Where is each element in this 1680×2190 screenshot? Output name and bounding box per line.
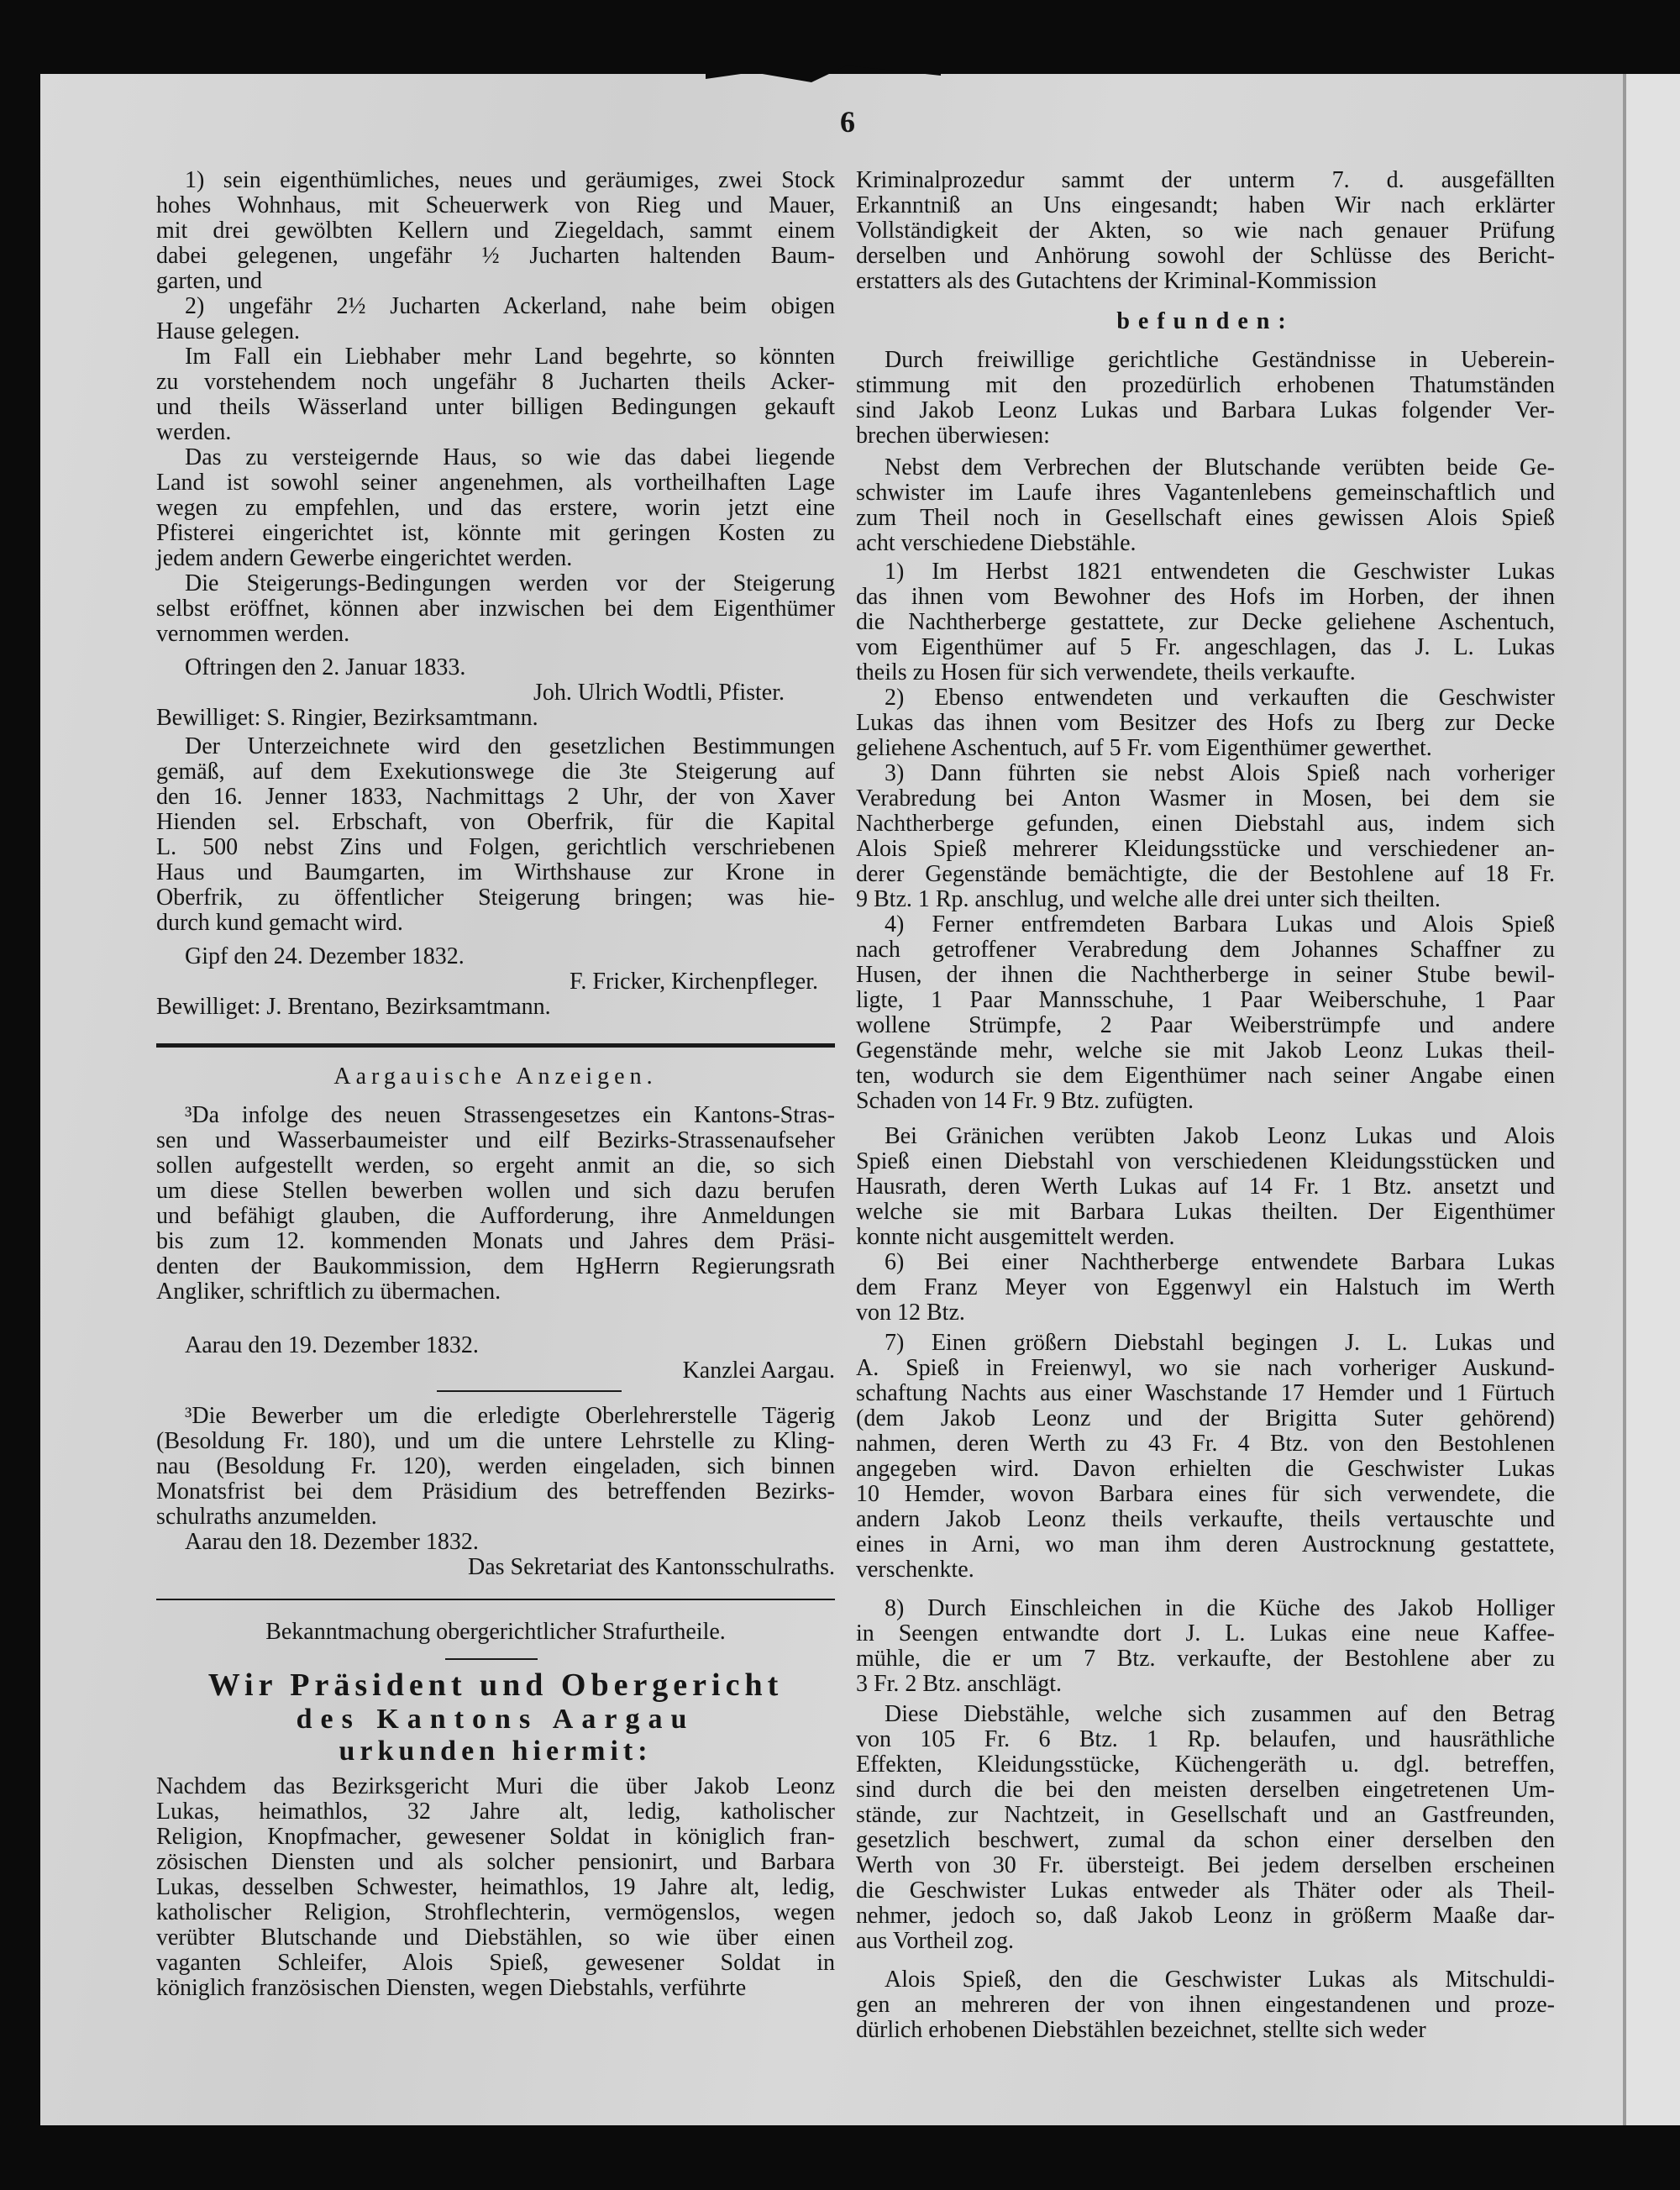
text-line: 2) Ebenso entwendeten und verkauften die Geschwister <box>885 685 1555 711</box>
text-line: von 105 Fr. 6 Btz. 1 Rp. belaufen, und hausräthliche <box>856 1726 1555 1752</box>
text-line: verschenkte. <box>856 1557 974 1583</box>
paragraph-theft-1 <box>856 559 1555 685</box>
text-line: Spieß einen Diebstahl von verschiedenen Kleidungsstücken und <box>856 1148 1555 1174</box>
text-line: Angliker, schriftlich zu übermachen. <box>156 1279 501 1305</box>
text-line: Schaden von 14 Fr. 9 Btz. zufügten. <box>856 1088 1194 1114</box>
section-divider <box>156 1599 835 1600</box>
text-line: schulraths anzumelden. <box>156 1504 377 1530</box>
text-line: Pfisterei eingerichtet ist, könnte mit geringen Kosten zu <box>156 520 835 546</box>
text-line: Religion, Knopfmacher, gewesener Soldat in königlich fran- <box>156 1824 835 1850</box>
text-line: und befähigt glauben, die Aufforderung, ihre Anmeldungen <box>156 1203 835 1229</box>
text-line: Hausrath, deren Werth Lukas auf 14 Fr. 1 Btz. ansetzt und <box>856 1174 1555 1200</box>
text-line: nach getroffener Verabredung dem Johannes Schaffner zu <box>856 937 1555 963</box>
text-line: hohes Wohnhaus, mit Scheuerwerk von Rieg und Mauer, <box>156 192 835 218</box>
paragraph-theft-5 <box>856 1124 1555 1250</box>
text-line: 8) Durch Einschleichen in die Küche des Jakob Holliger <box>885 1595 1555 1621</box>
text-line: zösischen Diensten und als solcher pensionirt, und Barbara <box>156 1849 835 1875</box>
right-column <box>856 168 1555 2043</box>
text-line: wegen zu empfehlen, und das erstere, worin jetzt eine <box>156 495 835 521</box>
paragraph-house-recommendation <box>156 445 835 571</box>
paragraph-case-intro <box>156 1774 835 2001</box>
text-line: Durch freiwillige gerichtliche Geständnisse in Ueberein- <box>885 347 1555 373</box>
text-line: Gegenstände mehr, welche sie mit Jakob Leonz Lukas theil- <box>856 1037 1555 1063</box>
text-line: denten der Baukommission, dem HgHerrn Regierungsrath <box>156 1253 835 1279</box>
text-line: und theils Wässerland unter billigen Bedingungen gekauft <box>156 394 835 420</box>
text-line: stimmung mit den prozedürlich erhobenen Thatumständen <box>856 372 1555 398</box>
court-title-canton: des Kantons Aargau <box>296 1704 696 1735</box>
text-line: den 16. Jenner 1833, Nachmittags 2 Uhr, der von Xaver <box>156 784 835 810</box>
paragraph-accomplice <box>856 1967 1555 2043</box>
text-line: Das zu versteigernde Haus, so wie das dabei liegende <box>185 444 835 470</box>
text-line: Nachdem das Bezirksgericht Muri die über Jakob Leonz <box>156 1773 835 1799</box>
text-line: dürlich erhobenen Diebstählen bezeichnet, stellte sich weder <box>856 2017 1426 2043</box>
text-line: 2) ungefähr 2½ Jucharten Ackerland, nahe beim obigen <box>185 293 835 319</box>
section-heading: Aargauische Anzeigen. <box>333 1063 658 1090</box>
text-line: sind durch die bei den meisten derselben eingetretenen Um- <box>856 1777 1555 1803</box>
adjacent-page-edge <box>1626 74 1680 2125</box>
paragraph-thefts-total <box>856 1702 1555 1954</box>
text-line: von 12 Btz. <box>856 1300 965 1326</box>
signature: Das Sekretariat des Kantonsschulraths. <box>468 1554 835 1580</box>
text-line: 3) Dann führten sie nebst Alois Spieß nach vorheriger <box>885 760 1555 786</box>
text-line: wollene Strümpfe, 2 Paar Weiberstrümpfe und andere <box>856 1012 1555 1038</box>
text-line: schwister im Laufe ihres Vagantenlebens gemeinschaftlich und <box>856 480 1555 506</box>
text-line: dem Franz Meyer von Eggenwyl ein Halstuch im Werth <box>856 1274 1555 1300</box>
text-line: andern Jakob Leonz theils verkaufte, theils vertauschte und <box>856 1506 1555 1532</box>
text-line: Lukas das ihnen vom Besitzer des Hofs zu Iberg zur Decke <box>856 710 1555 736</box>
paragraph-case-continuation <box>856 168 1555 294</box>
text-line: stände, zur Nachtzeit, in Gesellschaft und an Gastfreunden, <box>856 1802 1555 1828</box>
paragraph-farmland <box>156 294 835 344</box>
text-line: 1) sein eigenthümliches, neues und geräumiges, zwei Stock <box>185 167 835 193</box>
text-line: zu vorstehendem noch ungefähr 8 Jucharten theils Acker- <box>156 369 835 395</box>
text-line: welche sie mit Barbara Lukas theilten. Der Eigenthümer <box>856 1199 1555 1225</box>
approval-line: Bewilliget: J. Brentano, Bezirksamtmann. <box>156 994 551 1020</box>
court-title: Wir Präsident und Obergericht <box>207 1667 784 1703</box>
left-column <box>156 168 835 2001</box>
text-line: jedem andern Gewerbe eingerichtet werden. <box>156 545 573 571</box>
text-line: um diese Stellen bewerben wollen und sich dazu berufen <box>156 1178 835 1204</box>
page-number: 6 <box>840 105 855 139</box>
text-line: Lukas, heimathlos, 32 Jahre alt, ledig, katholischer <box>156 1799 835 1825</box>
paragraph-theft-6 <box>856 1250 1555 1326</box>
page-fold <box>1623 74 1626 2125</box>
text-line: 4) Ferner entfremdeten Barbara Lukas und Alois Spieß <box>885 911 1555 937</box>
text-line: ³Die Bewerber um die erledigte Oberlehrerstelle Tägerig <box>185 1403 835 1429</box>
text-line: nehmer, jedoch so, daß Jakob Leonz in größerm Maaße dar- <box>856 1903 1555 1929</box>
text-line: (Besoldung Fr. 180), und um die untere Lehrstelle zu Kling- <box>156 1428 835 1454</box>
text-line: ligte, 1 Paar Mannsschuhe, 1 Paar Weiberschuhe, 1 Paar <box>856 987 1555 1013</box>
paragraph-road-engineer-notice <box>156 1103 835 1305</box>
text-line: königlich französischen Diensten, wegen Diebstahls, verführte <box>156 1975 747 2001</box>
text-line: Im Fall ein Liebhaber mehr Land begehrte, so könnten <box>185 344 835 370</box>
text-line: ten, wodurch sie dem Eigenthümer nach seiner Angabe einen <box>856 1063 1555 1089</box>
text-line: vernommen werden. <box>156 621 350 647</box>
text-line: Alois Spieß mehrerer Kleidungsstücke und verschiedener an- <box>856 836 1555 862</box>
signature: F. Fricker, Kirchenpfleger. <box>570 969 818 995</box>
text-line: Haus und Baumgarten, im Wirthshause zur Krone in <box>156 859 835 885</box>
text-line: zum Theil noch in Gesellschaft eines gewissen Alois Spieß <box>856 505 1555 531</box>
text-line: nahmen, deren Werth zu 43 Fr. 4 Btz. von den Bestohlenen <box>856 1431 1555 1457</box>
signature: Kanzlei Aargau. <box>682 1358 835 1384</box>
paragraph-theft-2 <box>856 685 1555 761</box>
text-line: derer Gegenstände bemächtigte, die der Bestohlene auf 18 Fr. <box>856 861 1555 887</box>
text-line: die Nachtherberge gestattete, zur Decke geliehene Aschentuch, <box>856 609 1555 635</box>
text-line: Werth von 30 Fr. übersteigt. Bei jedem derselben erscheinen <box>856 1852 1555 1878</box>
text-line: eines in Arni, wo man ihm deren Austrocknung gestattete, <box>856 1531 1555 1557</box>
dateline: Gipf den 24. Dezember 1832. <box>185 943 465 969</box>
text-line: ³Da infolge des neuen Strassengesetzes ein Kantons-Stras- <box>185 1102 835 1128</box>
text-line: mit drei gewölbten Kellern und Ziegeldach, sammt einem <box>156 218 835 244</box>
text-line: (dem Jakob Leonz und der Brigitta Suter gehörend) <box>856 1405 1555 1431</box>
paragraph-auction-conditions <box>156 571 835 647</box>
text-line: verübter Blutschande und Diebstählen, so wie über einen <box>156 1925 835 1951</box>
text-line: Hause gelegen. <box>156 318 301 344</box>
text-line: 6) Bei einer Nachtherberge entwendete Barbara Lukas <box>885 1249 1555 1275</box>
text-line: sollen aufgestellt werden, so ergeht anmit an die, so sich <box>156 1153 835 1179</box>
paragraph-teacher-vacancy <box>156 1404 835 1530</box>
text-line: 3 Fr. 2 Btz. anschlägt. <box>856 1671 1062 1697</box>
text-line: gemäß, auf dem Exekutionswege die 3te Steigerung auf <box>156 759 835 785</box>
paragraph-theft-4 <box>856 912 1555 1114</box>
text-line: konnte nicht ausgemittelt werden. <box>856 1224 1175 1250</box>
text-line: sen und Wasserbaumeister und eilf Bezirks-Strassenaufseher <box>156 1127 835 1153</box>
paragraph-auction-notice <box>156 734 835 936</box>
text-line: Hienden sel. Erbschaft, von Oberfrik, für die Kapital <box>156 809 835 835</box>
divider <box>445 1658 538 1660</box>
text-line: selbst eröffnet, können aber inzwischen bei dem Eigenthümer <box>156 596 835 622</box>
text-line: katholischer Religion, Strohflechterin, vermögenslos, wegen <box>156 1899 835 1925</box>
paragraph-theft-3 <box>856 761 1555 912</box>
text-line: Alois Spieß, den die Geschwister Lukas als Mitschuldi- <box>885 1967 1555 1993</box>
text-line: Erkanntniß an Uns eingesandt; haben Wir nach erklärter <box>856 192 1555 218</box>
text-line: acht verschiedene Diebstähle. <box>856 530 1137 556</box>
text-line: aus Vortheil zog. <box>856 1928 1014 1954</box>
text-line: Die Steigerungs-Bedingungen werden vor der Steigerung <box>185 570 835 596</box>
text-line: garten, und <box>156 268 262 294</box>
text-line: 10 Hemder, wovon Barbara eines für sich verwendete, die <box>856 1481 1555 1507</box>
text-line: werden. <box>156 419 232 445</box>
paragraph-theft-7 <box>856 1331 1555 1583</box>
text-line: erstatters als des Gutachtens der Kriminal-Kommission <box>856 268 1377 294</box>
paragraph-house-description <box>156 168 835 294</box>
text-line: dabei gelegenen, ungefähr ½ Jucharten haltenden Baum- <box>156 243 835 269</box>
text-line: Lukas, desselben Schwester, heimathlos, 19 Jahre alt, ledig, <box>156 1874 835 1900</box>
text-line: schaftung Nachts aus einer Waschstande 17 Hemder und 1 Fürtuch <box>856 1380 1555 1406</box>
text-line: Land ist sowohl seiner angenehmen, als vortheilhaften Lage <box>156 470 835 496</box>
text-line: brechen überwiesen: <box>856 423 1050 449</box>
text-line: Verabredung bei Anton Wasmer in Mosen, bei dem sie <box>856 785 1555 811</box>
text-line: geliehene Aschentuch, auf 5 Fr. vom Eigenthümer gewerthet. <box>856 735 1432 761</box>
text-line: die Geschwister Lukas entweder als Thäter oder als Theil- <box>856 1878 1555 1904</box>
text-line: A. Spieß in Freienwyl, wo sie nach vorheriger Auskund- <box>856 1355 1555 1381</box>
dateline: Aarau den 19. Dezember 1832. <box>185 1332 479 1358</box>
text-line: 7) Einen größern Diebstahl begingen J. L. Lukas und <box>885 1330 1555 1356</box>
text-line: Effekten, Kleidungsstücke, Küchengeräth u. dgl. betreffen, <box>856 1751 1555 1778</box>
text-line: theils zu Hosen für sich verwendete, theils verkaufte. <box>856 659 1356 685</box>
text-line: 1) Im Herbst 1821 entwendeten die Geschwister Lukas <box>885 559 1555 585</box>
text-line: Bei Gränichen verübten Jakob Leonz Lukas und Alois <box>885 1123 1555 1149</box>
text-line: vaganten Schleifer, Alois Spieß, gewesener Soldat in <box>156 1950 835 1976</box>
text-line: sind Jakob Leonz Lukas und Barbara Lukas folgender Ver- <box>856 397 1555 423</box>
text-line: in Seengen entwandte dort J. L. Lukas eine neue Kaffee- <box>856 1620 1555 1646</box>
approval-line: Bewilliget: S. Ringier, Bezirksamtmann. <box>156 705 538 731</box>
text-line: gesetzlich beschwert, zumal da schon einer derselben den <box>856 1827 1555 1853</box>
text-line: Nachtherberge gefunden, einen Diebstahl aus, indem sich <box>856 811 1555 837</box>
text-line: nau (Besoldung Fr. 120), werden eingeladen, sich binnen <box>156 1453 835 1479</box>
text-line: angegeben wird. Davon erhielten die Geschwister Lukas <box>856 1456 1555 1482</box>
text-line: mühle, die er um 7 Btz. verkaufte, der Bestohlene aber zu <box>856 1646 1555 1672</box>
text-line: 9 Btz. 1 Rp. anschlug, und welche alle drei unter sich theilten. <box>856 886 1441 912</box>
text-line: Husen, der ihnen die Nachtherberge in seiner Stube bewil- <box>856 962 1555 988</box>
signature: Joh. Ulrich Wodtli, Pfister. <box>533 680 785 706</box>
text-line: Oberfrik, zu öffentlicher Steigerung bringen; was hie- <box>156 885 835 911</box>
verdict-heading: befunden: <box>1116 308 1294 334</box>
paragraph-theft-8 <box>856 1596 1555 1697</box>
paragraph-thefts-summary <box>856 455 1555 556</box>
text-line: derselben und Anhörung sowohl der Schlüsse des Bericht- <box>856 243 1555 269</box>
text-line: Kriminalprozedur sammt der unterm 7. d. ausgefällten <box>856 167 1555 193</box>
text-line: das ihnen vom Bewohner des Hofs im Horben, der ihnen <box>856 584 1555 610</box>
text-line: Vollständigkeit der Akten, so wie nach genauer Prüfung <box>856 218 1555 244</box>
text-line: L. 500 nebst Zins und Folgen, gerichtlich verschriebenen <box>156 834 835 860</box>
court-title-declaration: urkunden hiermit: <box>339 1736 653 1767</box>
dateline: Oftringen den 2. Januar 1833. <box>185 654 466 680</box>
text-line: durch kund gemacht wird. <box>156 910 403 936</box>
text-line: bis zum 12. kommenden Monats und Jahres dem Präsi- <box>156 1228 835 1254</box>
text-line: Der Unterzeichnete wird den gesetzlichen Bestimmungen <box>185 733 835 759</box>
dateline: Aarau den 18. Dezember 1832. <box>185 1529 479 1555</box>
text-line: Nebst dem Verbrechen der Blutschande verübten beide Ge- <box>885 454 1555 481</box>
text-line: vom Eigenthümer auf 5 Fr. angeschlagen, das J. L. Lukas <box>856 634 1555 660</box>
section-divider <box>156 1043 835 1048</box>
text-line: Diese Diebstähle, welche sich zusammen auf den Betrag <box>885 1701 1555 1727</box>
text-line: gen an mehreren der von ihnen eingestandenen und proze- <box>856 1992 1555 2018</box>
announcement-heading: Bekanntmachung obergerichtlicher Strafurtheile. <box>265 1619 726 1645</box>
divider <box>437 1390 622 1392</box>
paragraph-confessions <box>856 348 1555 449</box>
paragraph-extra-land <box>156 344 835 445</box>
text-line: Monatsfrist bei dem Präsidium des betreffenden Bezirks- <box>156 1478 835 1505</box>
